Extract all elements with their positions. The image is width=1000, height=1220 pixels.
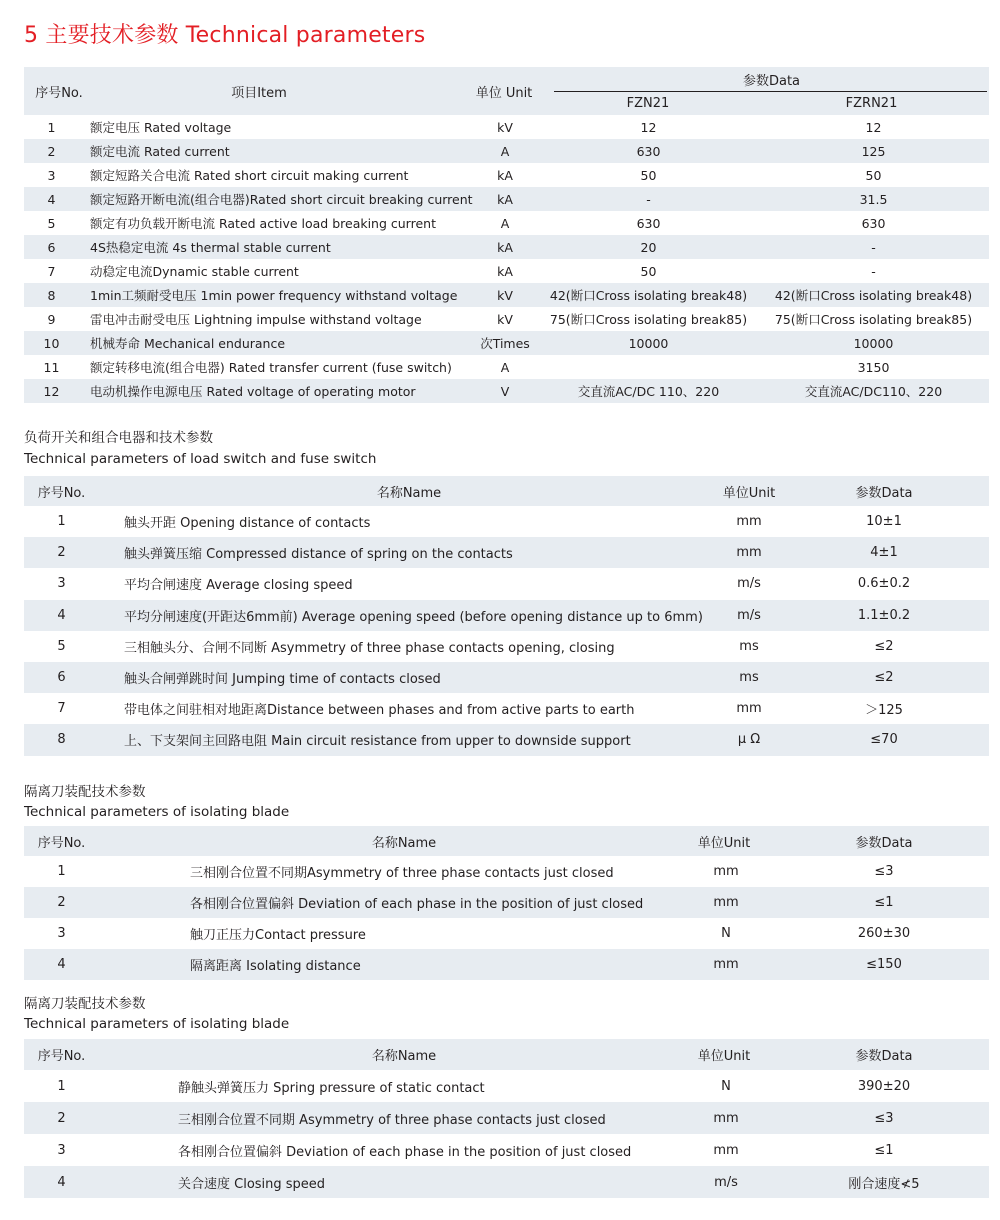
table-row	[24, 307, 989, 331]
row-fzn21: 20	[640, 239, 657, 255]
row-fzrn21: 75(断口Cross isolating break85)	[774, 312, 973, 327]
row-data: 1.1±0.2	[857, 607, 911, 623]
row-unit: m/s	[714, 1174, 738, 1190]
row-name: 触刀正压力Contact pressure	[190, 928, 366, 943]
row-no: 4	[57, 607, 66, 623]
header-fzn21: FZN21	[626, 95, 670, 111]
row-no: 1	[57, 1078, 66, 1094]
row-name: 触头弹簧压缩 Compressed distance of spring on the contacts	[124, 547, 513, 563]
row-fzrn21: 125	[861, 143, 886, 159]
row-item: 额定电压 Rated voltage	[90, 120, 232, 135]
table-row	[24, 506, 989, 537]
row-no: 4	[57, 957, 66, 972]
row-unit: m/s	[737, 607, 761, 623]
row-no: 1	[47, 119, 56, 135]
row-unit: kA	[497, 239, 513, 255]
section-heading-en: Technical parameters of load switch and fuse switch	[24, 451, 377, 467]
row-unit: kV	[497, 287, 513, 303]
row-no: 2	[47, 143, 56, 159]
row-data: ≤150	[866, 957, 902, 972]
row-data: ≤3	[874, 864, 894, 879]
row-name: 三相刚合位置不同期 Asymmetry of three phase contacts just closed	[178, 1112, 606, 1128]
row-unit: mm	[713, 1110, 739, 1126]
row-fzn21: -	[646, 191, 651, 207]
table-header	[24, 826, 989, 856]
row-fzn21: 42(断口Cross isolating break48)	[549, 288, 748, 303]
isolating-blade-table-1	[24, 826, 989, 981]
row-fzrn21: 50	[865, 167, 882, 183]
header-unit: 单位Unit	[697, 835, 751, 851]
row-fzrn21: -	[871, 239, 876, 255]
header-no: 序号No.	[37, 835, 86, 851]
row-name: 静触头弹簧压力 Spring pressure of static contact	[178, 1080, 485, 1096]
row-data: ＞125	[865, 703, 903, 719]
row-no: 1	[57, 864, 66, 879]
section-heading-cn: 隔离刀装配技术参数	[24, 784, 146, 800]
row-no: 8	[47, 287, 56, 303]
row-no: 7	[47, 263, 56, 279]
row-no: 2	[57, 895, 66, 910]
row-unit: mm	[713, 1142, 739, 1158]
table-row	[24, 693, 989, 724]
section-heading-cn: 负荷开关和组合电器和技术参数	[24, 430, 213, 446]
row-unit: A	[500, 359, 510, 375]
row-unit: mm	[713, 895, 739, 910]
row-unit: kV	[497, 311, 513, 327]
row-no: 4	[57, 1174, 66, 1190]
row-fzn21: 交直流AC/DC 110、220	[577, 384, 720, 399]
isolating-blade-table-2	[24, 1039, 989, 1199]
header-unit: 单位Unit	[722, 485, 776, 501]
row-fzrn21: 630	[861, 215, 886, 231]
row-item: 额定电流 Rated current	[90, 144, 230, 159]
row-data: ≤70	[870, 732, 898, 748]
header-unit: 单位Unit	[697, 1049, 751, 1064]
row-item: 1min工频耐受电压 1min power frequency withstand voltage	[90, 288, 458, 303]
table-row	[24, 187, 989, 211]
row-name: 三相刚合位置不同期Asymmetry of three phase contacts just closed	[190, 866, 614, 881]
row-name: 上、下支架间主回路电阻 Main circuit resistance from upper to downside support	[124, 734, 631, 750]
table-row	[24, 662, 989, 693]
table-row	[24, 259, 989, 283]
header-no: 序号No.	[37, 1049, 86, 1064]
table-row	[24, 887, 989, 918]
row-unit: ms	[739, 638, 759, 654]
row-unit: kA	[497, 191, 513, 207]
row-name: 关合速度 Closing speed	[178, 1176, 326, 1192]
row-data: ≤1	[874, 1142, 894, 1158]
row-name: 触头合闸弹跳时间 Jumping time of contacts closed	[124, 672, 441, 688]
row-unit: m/s	[737, 576, 761, 592]
header-data: 参数Data	[855, 485, 913, 501]
section-heading-en: Technical parameters of isolating blade	[24, 1016, 290, 1032]
row-unit: ms	[739, 670, 759, 686]
row-unit: kV	[497, 119, 513, 135]
row-fzn21: 50	[640, 263, 657, 279]
row-unit: N	[721, 926, 731, 941]
row-fzn21: 630	[636, 215, 661, 231]
row-data: 390±20	[857, 1078, 911, 1094]
table-row	[24, 211, 989, 235]
table-row	[24, 331, 989, 355]
header-name: 名称Name	[376, 485, 442, 501]
row-fzn21: 630	[636, 143, 661, 159]
row-data: ≤1	[874, 895, 894, 910]
row-no: 9	[47, 311, 56, 327]
row-unit: mm	[736, 545, 762, 561]
row-unit: μ Ω	[737, 732, 761, 748]
table-row	[24, 283, 989, 307]
row-unit: mm	[713, 864, 739, 879]
row-fzrn21: 31.5	[859, 191, 888, 207]
row-no: 2	[57, 545, 66, 561]
row-fzn21: 75(断口Cross isolating break85)	[549, 312, 748, 327]
row-no: 6	[47, 239, 56, 255]
header-data: 参数Data	[855, 835, 913, 851]
row-data: 10±1	[866, 514, 902, 530]
table-row	[24, 1134, 989, 1166]
row-name: 隔离距离 Isolating distance	[190, 959, 361, 974]
header-data: 参数Data	[855, 1049, 913, 1064]
header-name: 名称Name	[371, 835, 437, 851]
row-no: 1	[57, 514, 66, 530]
table-header	[24, 67, 989, 115]
row-no: 3	[57, 926, 66, 941]
row-fzn21: 50	[640, 167, 657, 183]
row-item: 额定有功负载开断电流 Rated active load breaking current	[90, 216, 436, 231]
row-name: 带电体之间驻相对地距离Distance between phases and from active parts to earth	[124, 703, 635, 719]
row-unit: mm	[713, 957, 739, 972]
row-no: 12	[43, 383, 60, 399]
row-unit: A	[500, 143, 510, 159]
main-parameters-table	[24, 67, 989, 407]
row-no: 5	[57, 638, 66, 654]
table-header	[24, 1039, 989, 1070]
row-name: 各相刚合位置偏斜 Deviation of each phase in the position of just closed	[190, 897, 644, 912]
row-no: 6	[57, 670, 66, 686]
table-row	[24, 918, 989, 949]
table-row	[24, 355, 989, 379]
table-row	[24, 600, 989, 631]
row-fzrn21: 12	[865, 119, 882, 135]
table-row	[24, 724, 989, 755]
row-fzrn21: 交直流AC/DC110、220	[804, 384, 943, 399]
header-item: 项目Item	[231, 85, 287, 101]
row-data: 刚合速度≮5	[848, 1176, 920, 1192]
row-item: 动稳定电流Dynamic stable current	[90, 264, 299, 279]
row-no: 7	[57, 701, 66, 717]
page-title: 5 主要技术参数 Technical parameters	[24, 23, 426, 48]
row-fzrn21: 42(断口Cross isolating break48)	[774, 288, 973, 303]
header-unit: 单位 Unit	[475, 85, 533, 101]
row-no: 3	[57, 576, 66, 592]
table-row	[24, 163, 989, 187]
header-data: 参数Data	[742, 73, 801, 89]
row-data: ≤2	[874, 638, 894, 654]
row-item: 额定短路关合电流 Rated short circuit making current	[90, 168, 409, 183]
table-row	[24, 949, 989, 980]
row-item: 雷电冲击耐受电压 Lightning impulse withstand voltage	[90, 312, 422, 327]
row-fzn21: 12	[640, 119, 657, 135]
table-row	[24, 1070, 989, 1102]
row-data: ≤2	[874, 670, 894, 686]
row-data: 4±1	[870, 545, 898, 561]
row-item: 机械寿命 Mechanical endurance	[90, 336, 286, 351]
header-no: 序号No.	[37, 485, 86, 501]
section-heading-en: Technical parameters of isolating blade	[24, 804, 290, 820]
row-fzrn21: 10000	[853, 335, 894, 351]
row-name: 各相刚合位置偏斜 Deviation of each phase in the position of just closed	[178, 1144, 632, 1160]
row-data: 260±30	[857, 926, 911, 941]
table-header	[24, 476, 989, 506]
row-data: ≤3	[874, 1110, 894, 1126]
row-no: 3	[57, 1142, 66, 1158]
table-row	[24, 235, 989, 259]
table-row	[24, 856, 989, 887]
table-row	[24, 631, 989, 662]
section-heading-cn: 隔离刀装配技术参数	[24, 996, 146, 1012]
row-unit: kA	[497, 167, 513, 183]
row-item: 电动机操作电源电压 Rated voltage of operating motor	[90, 384, 416, 399]
row-fzrn21: -	[871, 263, 876, 279]
row-fzrn21: 3150	[857, 359, 890, 375]
row-no: 8	[57, 732, 66, 748]
row-item: 额定转移电流(组合电器) Rated transfer current (fuse switch)	[90, 360, 452, 375]
row-no: 3	[47, 167, 56, 183]
row-name: 触头开距 Opening distance of contacts	[124, 516, 371, 532]
row-name: 平均合闸速度 Average closing speed	[124, 578, 353, 594]
row-unit: mm	[736, 701, 762, 717]
table-row	[24, 115, 989, 139]
row-unit: kA	[497, 263, 513, 279]
row-name: 三相触头分、合闸不同断 Asymmetry of three phase contacts opening, closing	[124, 640, 615, 656]
header-fzrn21: FZRN21	[845, 95, 898, 111]
table-row	[24, 1166, 989, 1198]
table-row	[24, 537, 989, 568]
row-no: 11	[43, 359, 60, 375]
row-fzn21	[536, 355, 761, 379]
table-row	[24, 568, 989, 599]
row-no: 5	[47, 215, 56, 231]
row-no: 2	[57, 1110, 66, 1126]
row-fzn21: 10000	[628, 335, 669, 351]
row-name: 平均分闸速度(开距达6mm前) Average opening speed (before opening distance up to 6mm)	[124, 609, 703, 625]
row-no: 10	[43, 335, 60, 351]
row-unit: V	[500, 383, 510, 399]
header-name: 名称Name	[371, 1049, 437, 1064]
row-unit: mm	[736, 514, 762, 530]
row-data: 0.6±0.2	[857, 576, 911, 592]
header-no: 序号No.	[35, 85, 83, 101]
row-item: 额定短路开断电流(组合电器)Rated short circuit breaking current	[90, 192, 473, 207]
table-row	[24, 379, 989, 403]
row-unit: A	[500, 215, 510, 231]
table-row	[24, 139, 989, 163]
table-row	[24, 1102, 989, 1134]
row-no: 4	[47, 191, 56, 207]
row-unit: N	[721, 1078, 731, 1094]
row-item: 4S热稳定电流 4s thermal stable current	[90, 240, 331, 255]
load-switch-table	[24, 476, 989, 756]
row-unit: 次Times	[480, 336, 530, 351]
